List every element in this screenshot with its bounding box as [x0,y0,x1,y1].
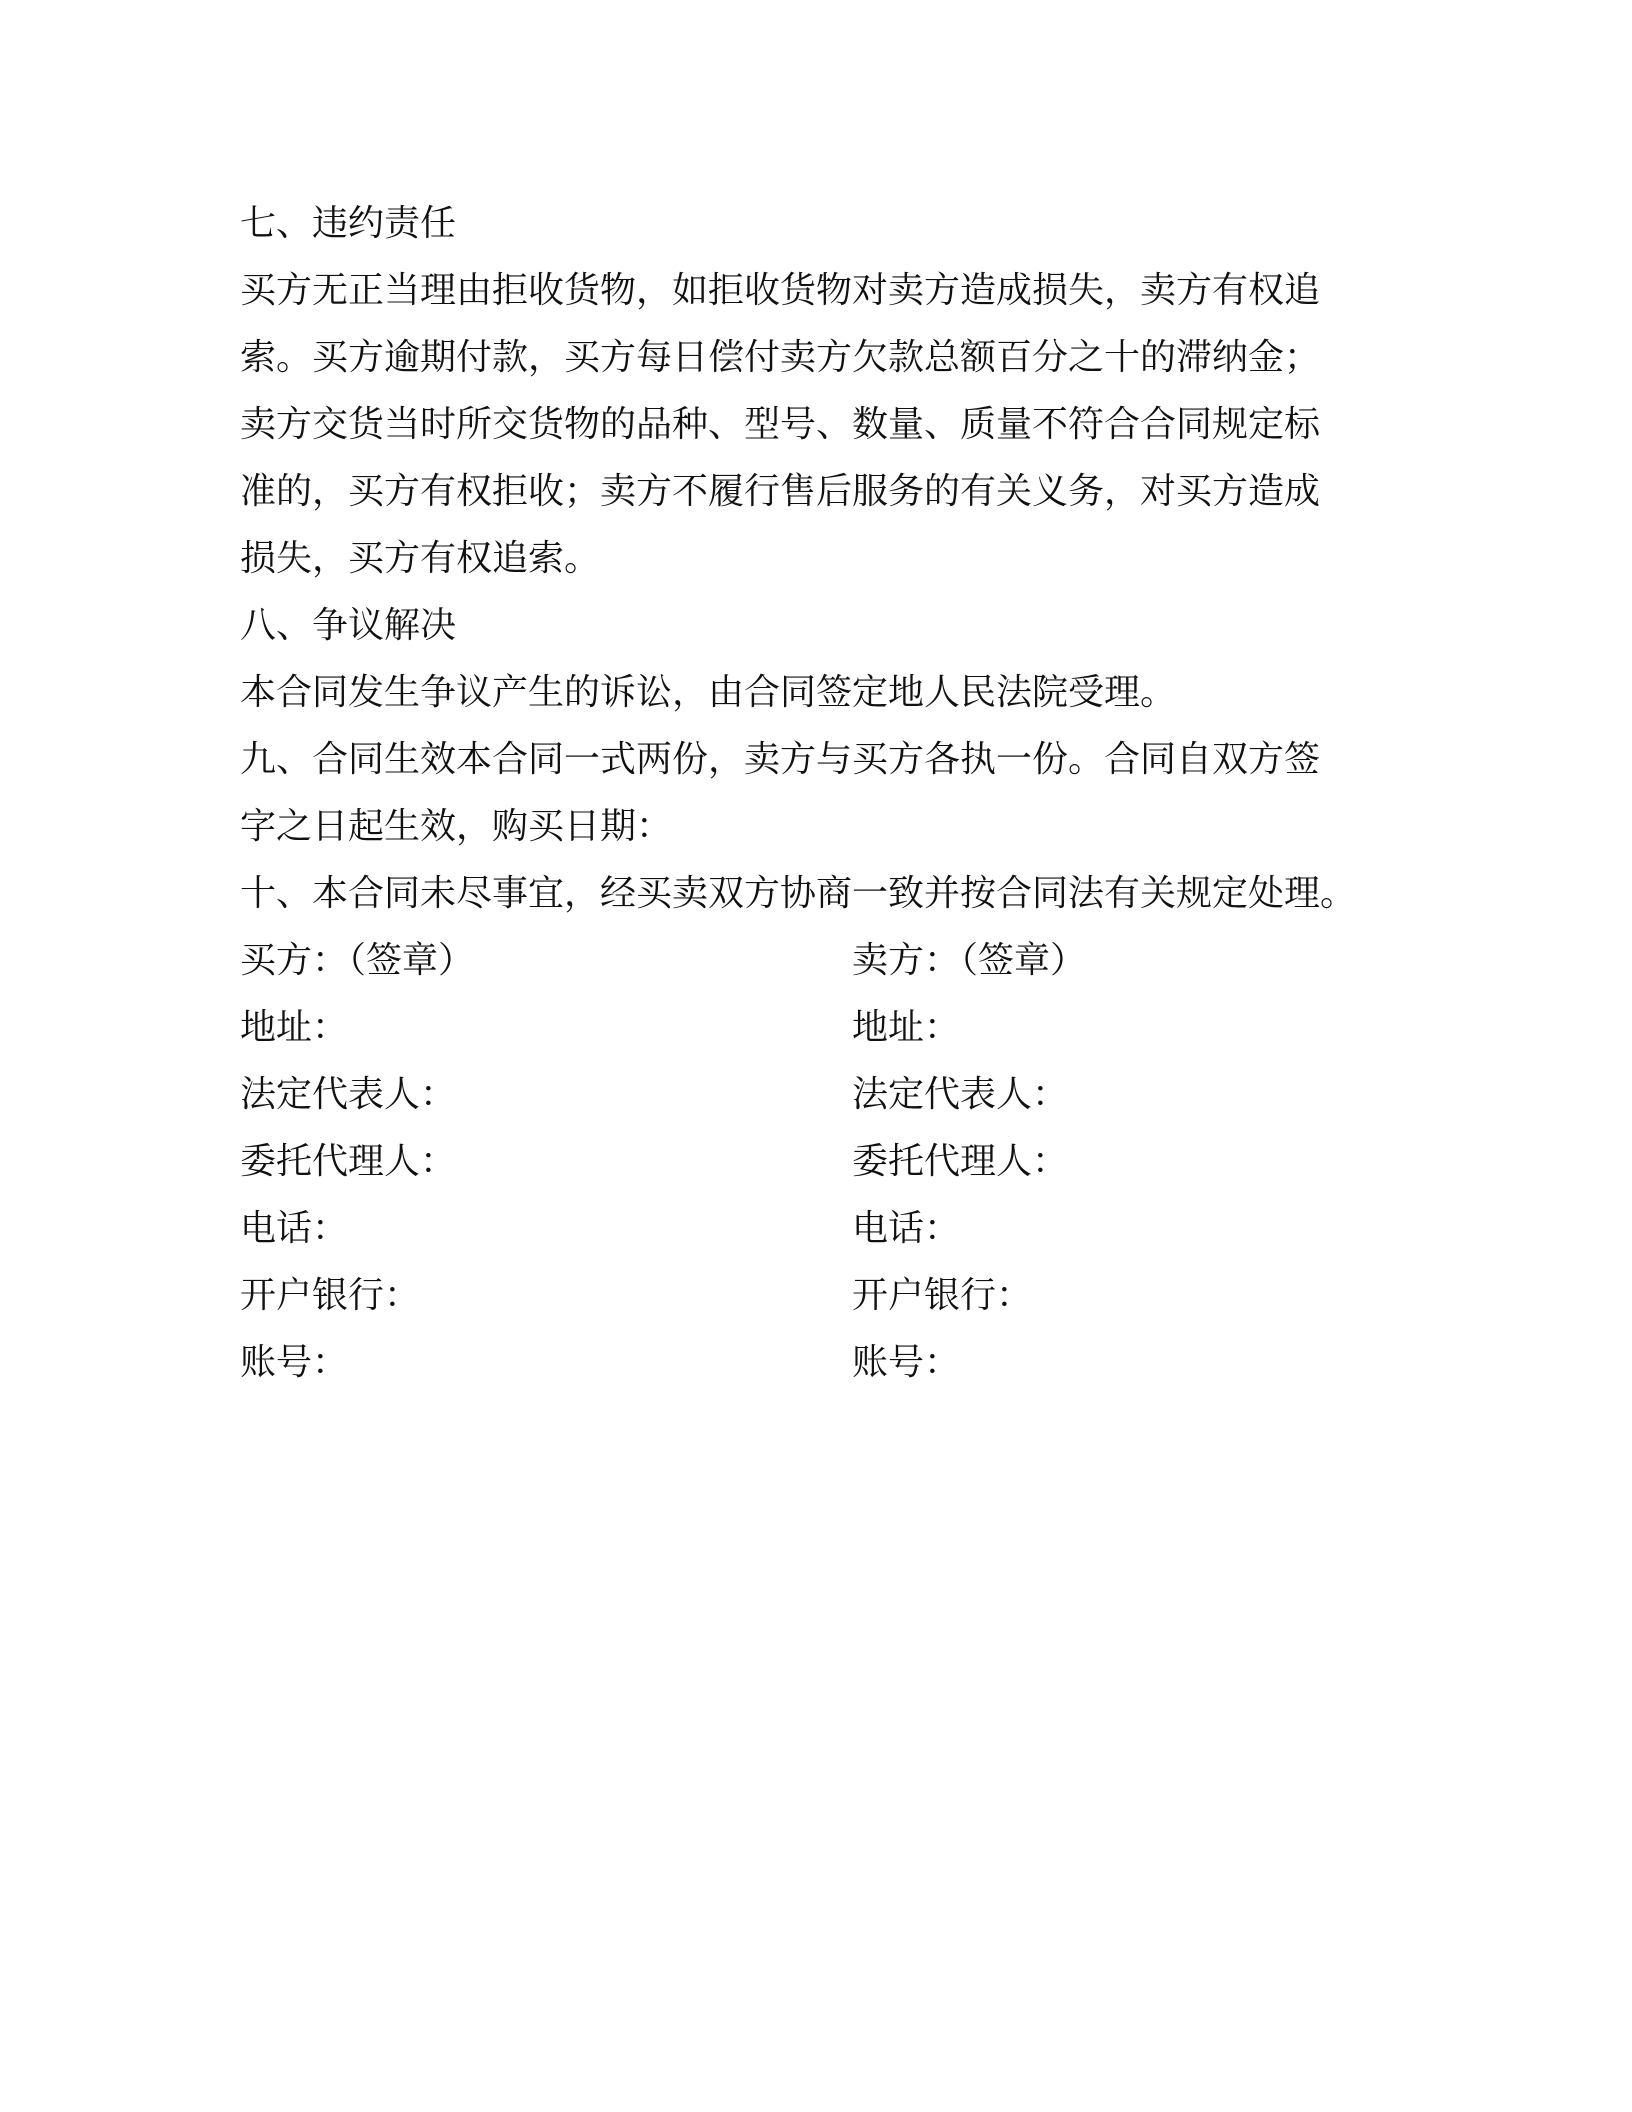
section-heading-dispute: 八、争议解决 [240,605,457,646]
effect-line-1: 九、合同生效本合同一式两份，卖方与买方各执一份。合同自双方签 [240,739,1321,780]
buyer-agent-label: 委托代理人： [240,1141,457,1182]
seller-party-label: 卖方：（签章） [852,940,1087,981]
signature-row-bank [240,1262,1410,1329]
contract-body [240,190,1410,1396]
breach-line-1: 买方无正当理由拒收货物，如拒收货物对卖方造成损失，卖方有权追 [240,270,1321,311]
seller-agent-label: 委托代理人： [852,1141,1069,1182]
breach-line-5: 损失，买方有权追索。 [240,538,601,579]
breach-line-3: 卖方交货当时所交货物的品种、型号、数量、质量不符合合同规定标 [240,404,1321,445]
buyer-account-label: 账号： [240,1342,349,1383]
signature-row-account [240,1329,1410,1396]
seller-account-label: 账号： [852,1342,961,1383]
seller-bank-label: 开户银行： [852,1275,1033,1316]
signature-row-phone [240,1195,1410,1262]
buyer-address-label: 地址： [240,1007,349,1048]
signature-row-address [240,994,1410,1061]
breach-line-4: 准的，买方有权拒收；卖方不履行售后服务的有关义务，对买方造成 [240,471,1321,512]
buyer-legal-rep-label: 法定代表人： [240,1074,457,1115]
section-heading-breach: 七、违约责任 [240,203,457,244]
misc-line-1: 十、本合同未尽事宜，经买卖双方协商一致并按合同法有关规定处理。 [240,873,1357,914]
buyer-bank-label: 开户银行： [240,1275,421,1316]
signature-row-party [240,927,1410,994]
effect-line-2: 字之日起生效，购买日期： [240,806,673,847]
buyer-party-label: 买方：（签章） [240,940,475,981]
dispute-line-1: 本合同发生争议产生的诉讼，由合同签定地人民法院受理。 [240,672,1177,713]
buyer-phone-label: 电话： [240,1208,349,1249]
signature-row-agent [240,1128,1410,1195]
seller-legal-rep-label: 法定代表人： [852,1074,1069,1115]
breach-line-2: 索。买方逾期付款，买方每日偿付卖方欠款总额百分之十的滞纳金； [240,337,1321,378]
seller-address-label: 地址： [852,1007,961,1048]
signature-row-legal-rep [240,1061,1410,1128]
seller-phone-label: 电话： [852,1208,961,1249]
